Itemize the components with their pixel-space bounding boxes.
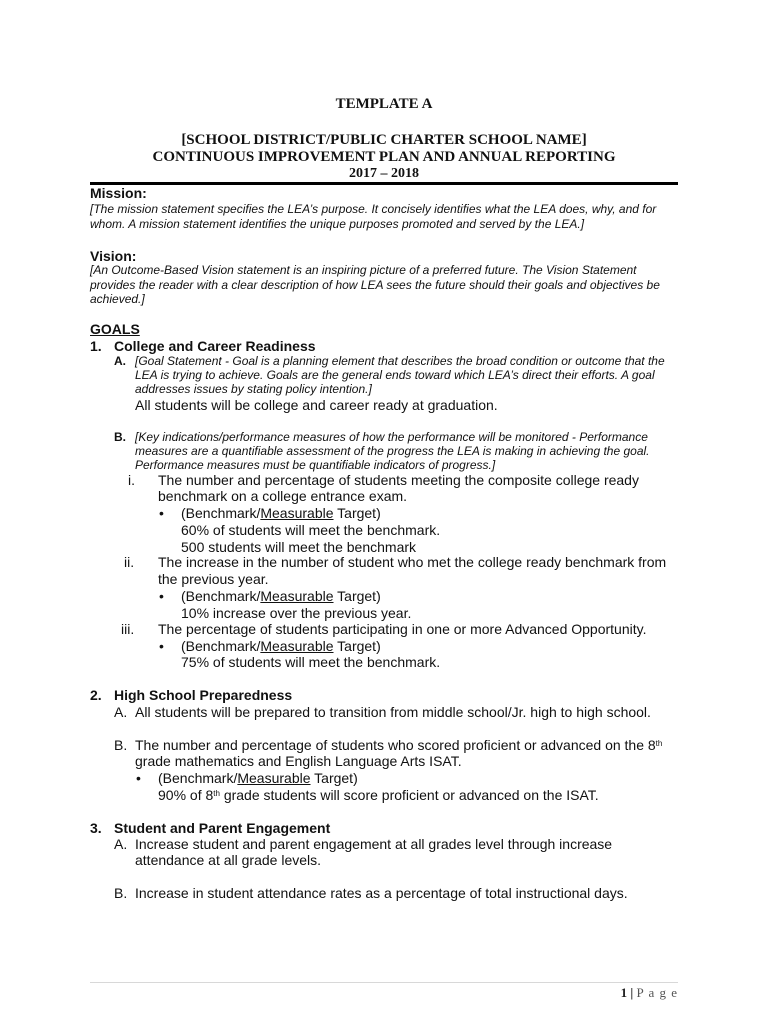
bullet: • (136, 770, 141, 786)
bullet: • (159, 505, 164, 521)
measure-iii-target1: 75% of students will meet the benchmark. (181, 654, 441, 670)
goal1-statement: All students will be college and career ready at graduation. (135, 397, 498, 413)
goal2-b-line2: grade mathematics and English Language Arts ISAT. (135, 753, 462, 769)
page-label: P a g e (636, 985, 678, 1000)
header-rule (90, 182, 678, 185)
goal1-a-desc-line3: addresses issues by stating policy intention.] (135, 382, 372, 396)
goal3-a-label: A. (114, 836, 128, 852)
measure-iii-number: iii. (121, 621, 135, 637)
measure-i-target1: 60% of students will meet the benchmark. (181, 522, 441, 538)
goal2-benchmark: • (Benchmark/Measurable Target) (136, 770, 358, 786)
measure-iii-benchmark: • (Benchmark/Measurable Target) (159, 638, 381, 654)
goal3-a-line2: attendance at all grade levels. (135, 852, 322, 868)
goal2-a-label: A. (114, 704, 128, 720)
goal2-number: 2. (90, 687, 102, 703)
goal2-target: 90% of 8th grade students will score proficient or advanced on the ISAT. (158, 787, 599, 803)
goal3-a-line1: Increase student and parent engagement at all grades level through increase (135, 836, 613, 852)
vision-text-line3: achieved.] (90, 292, 145, 306)
measure-i-line2: benchmark on a college entrance exam. (158, 488, 408, 504)
template-label: TEMPLATE A (335, 96, 433, 112)
goal2-a-text: All students will be prepared to transition from middle school/Jr. high to high school. (135, 704, 651, 720)
goal2-b-line1: The number and percentage of students who scored proficient or advanced on the 8th (135, 737, 663, 753)
goal1-a-desc-line1: [Goal Statement - Goal is a planning element that describes the broad condition or outcome that the (135, 354, 665, 368)
page-number: 1 (620, 985, 628, 1000)
school-name-placeholder: [SCHOOL DISTRICT/PUBLIC CHARTER SCHOOL NAME] (181, 132, 587, 148)
goal1-b-desc-line1: [Key indications/performance measures of how the performance will be monitored - Performance (135, 430, 648, 444)
goal3-b-label: B. (114, 885, 128, 901)
measure-ii-line1: The increase in the number of student who met the college ready benchmark from (158, 554, 667, 570)
measure-i-target2: 500 students will meet the benchmark (181, 539, 417, 555)
measure-ii-line2: the previous year. (158, 571, 269, 587)
vision-text-line1: [An Outcome-Based Vision statement is an inspiring picture of a preferred future. The Vision Statement (90, 263, 637, 277)
measure-ii-target1: 10% increase over the previous year. (181, 605, 412, 621)
measure-i-number: i. (128, 472, 135, 488)
vision-heading: Vision: (90, 248, 137, 264)
page-footer: 1 | P a g e (620, 985, 678, 1000)
measure-i-line1: The number and percentage of students meeting the composite college ready (158, 472, 639, 488)
goal1-a-desc-line2: LEA is trying to achieve. Goals are the general ends toward which LEA’s direct their efforts. A goal (135, 368, 655, 382)
measure-i-benchmark: • (Benchmark/Measurable Target) (159, 505, 381, 521)
goal3-number: 3. (90, 820, 102, 836)
goal1-b-desc-line2: measures are a quantifiable assessment of the progress the LEA is making in achieving the goal. (135, 444, 650, 458)
goal1-b-desc-line3: Performance measures must be quantifiable indicators of progress.] (135, 458, 496, 472)
goal1-title: College and Career Readiness (114, 338, 316, 354)
bullet: • (159, 588, 164, 604)
plan-title: CONTINUOUS IMPROVEMENT PLAN AND ANNUAL REPORTING (152, 149, 616, 165)
goal2-title: High School Preparedness (114, 687, 293, 703)
goal1-number: 1. (90, 338, 102, 354)
mission-text-line2: whom. A mission statement identifies the unique purposes promoted and served by the LEA.] (90, 217, 585, 231)
plan-year: 2017 – 2018 (349, 166, 419, 181)
goal2-b-label: B. (114, 737, 128, 753)
measure-iii-line1: The percentage of students participating in one or more Advanced Opportunity. (158, 621, 647, 637)
goal1-a-label: A. (114, 354, 126, 368)
footer-divider (90, 982, 678, 983)
mission-text-line1: [The mission statement specifies the LEA’s purpose. It concisely identifies what the LEA does, why, and for (90, 202, 657, 216)
goal3-b-text: Increase in student attendance rates as a percentage of total instructional days. (135, 885, 628, 901)
measure-ii-benchmark: • (Benchmark/Measurable Target) (159, 588, 381, 604)
bullet: • (159, 638, 164, 654)
measure-ii-number: ii. (124, 554, 135, 570)
goal1-b-label: B. (114, 430, 126, 444)
goals-heading: GOALS (90, 321, 140, 337)
goal3-title: Student and Parent Engagement (114, 820, 331, 836)
mission-heading: Mission: (90, 185, 147, 201)
vision-text-line2: provides the reader with a clear description of how LEA sees the future should their goals and objectives be (90, 278, 660, 292)
